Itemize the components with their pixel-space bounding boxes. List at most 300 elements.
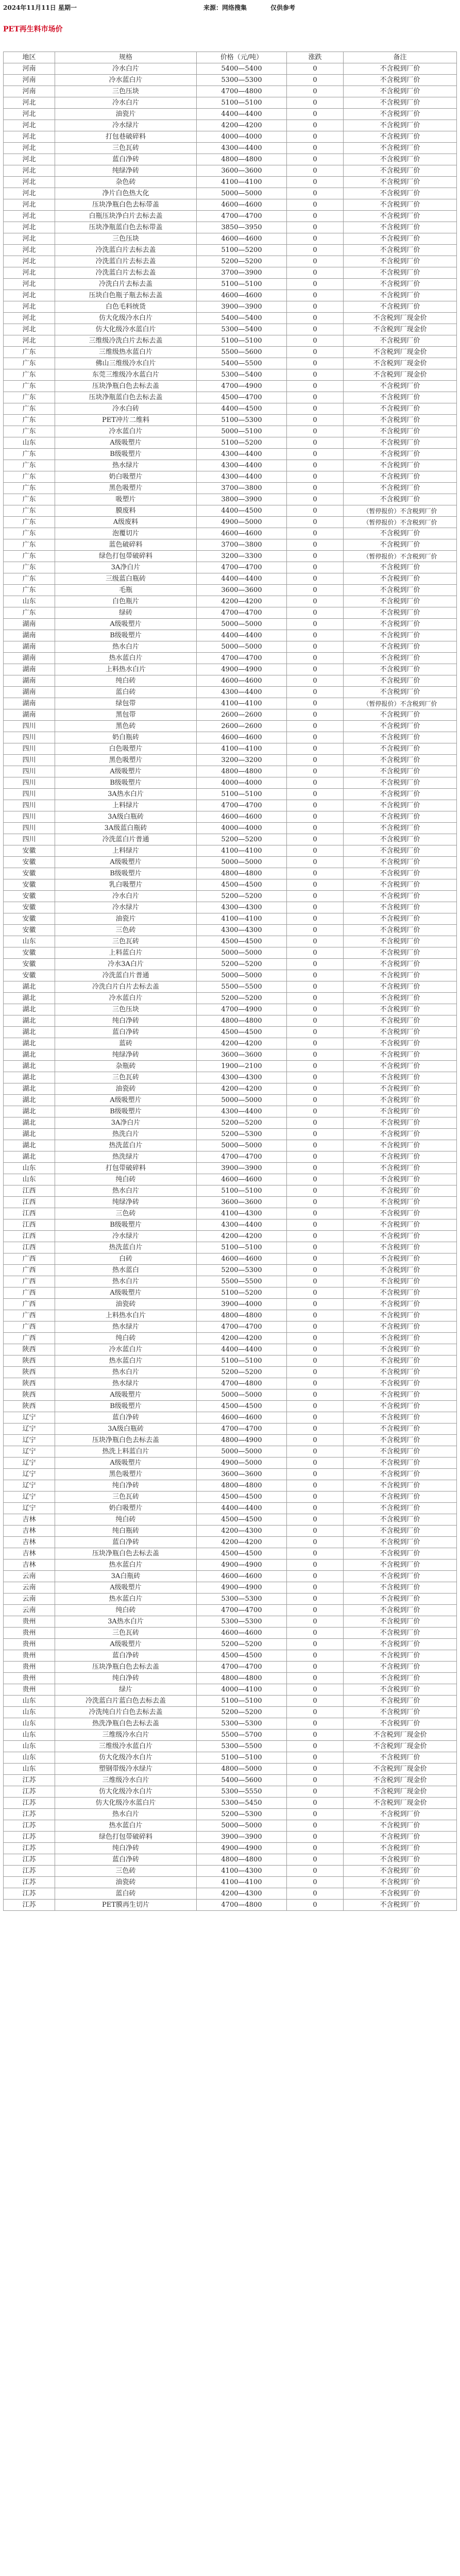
cell-region: 湖南	[4, 698, 55, 709]
cell-spec: 热水蓝白片	[55, 1820, 197, 1832]
table-row	[4, 460, 457, 471]
cell-spec: 东莞三维级冷水蓝白片	[55, 369, 197, 381]
cell-change: 0	[287, 641, 344, 653]
cell-spec: 冷水绿片	[55, 902, 197, 913]
cell-remark: 不含税到厂价	[344, 755, 457, 766]
cell-price: 2600—2600	[197, 709, 287, 721]
table-row	[4, 1798, 457, 1809]
cell-change: 0	[287, 732, 344, 743]
cell-price: 3600—3600	[197, 1197, 287, 1208]
cell-region: 贵州	[4, 1673, 55, 1684]
cell-spec: 热水蓝白片	[55, 1594, 197, 1605]
cell-spec: 热洗蓝白片	[55, 1140, 197, 1151]
table-row	[4, 551, 457, 562]
cell-remark: 不含税到厂价	[344, 449, 457, 460]
table-row	[4, 1503, 457, 1514]
table-row	[4, 1321, 457, 1333]
cell-region: 辽宁	[4, 1423, 55, 1435]
table-row	[4, 1378, 457, 1389]
cell-price: 5100—5100	[197, 1355, 287, 1367]
cell-change: 0	[287, 1492, 344, 1503]
cell-spec: 热水蓝白片	[55, 1355, 197, 1367]
cell-change: 0	[287, 1854, 344, 1866]
cell-remark: 不含税到厂价	[344, 1673, 457, 1684]
cell-region: 河北	[4, 245, 55, 256]
cell-spec: 白色瓶片	[55, 596, 197, 607]
cell-remark: 不含税到厂价	[344, 1208, 457, 1219]
cell-region: 安徽	[4, 845, 55, 857]
table-row	[4, 222, 457, 233]
cell-price: 5200—5200	[197, 834, 287, 845]
cell-change: 0	[287, 1616, 344, 1628]
cell-spec: 蓝白净砖	[55, 1412, 197, 1423]
cell-change: 0	[287, 1321, 344, 1333]
cell-remark: 不含税到厂价	[344, 993, 457, 1004]
cell-remark: 不含税到厂价	[344, 392, 457, 403]
cell-price: 5100—5100	[197, 789, 287, 800]
cell-spec: 黑色砖	[55, 721, 197, 732]
cell-region: 广东	[4, 347, 55, 358]
table-row	[4, 1628, 457, 1639]
cell-price: 4700—4700	[197, 211, 287, 222]
cell-change: 0	[287, 1707, 344, 1718]
cell-spec: 热水蓝白片	[55, 1560, 197, 1571]
cell-spec: 冷水白片	[55, 97, 197, 109]
cell-region: 江苏	[4, 1888, 55, 1900]
report-date: 2024年11月11日 星期一	[3, 4, 77, 11]
cell-region: 江西	[4, 1231, 55, 1242]
cell-region: 安徽	[4, 857, 55, 868]
cell-remark: 不含税到厂价	[344, 777, 457, 789]
cell-price: 5000—5100	[197, 426, 287, 437]
cell-price: 4600—4600	[197, 1253, 287, 1265]
table-row	[4, 1684, 457, 1696]
cell-remark: 不含税到厂价	[344, 256, 457, 267]
cell-remark: 不含税到厂价	[344, 403, 457, 415]
cell-region: 山东	[4, 596, 55, 607]
cell-remark: 不含税到厂价	[344, 1560, 457, 1571]
cell-price: 4500—4700	[197, 392, 287, 403]
cell-price: 4600—4600	[197, 233, 287, 245]
table-row	[4, 358, 457, 369]
table-row	[4, 766, 457, 777]
page-title: PET再生料市场价	[3, 25, 63, 33]
cell-spec: 蓝白净砖	[55, 1027, 197, 1038]
cell-price: 5300—5500	[197, 1741, 287, 1752]
cell-price: 4400—4400	[197, 573, 287, 585]
cell-remark: 不含税到厂价	[344, 891, 457, 902]
cell-remark: 不含税到厂价	[344, 1242, 457, 1253]
cell-change: 0	[287, 1571, 344, 1582]
cell-price: 5500—5500	[197, 981, 287, 993]
cell-remark: 不含税到厂价	[344, 63, 457, 75]
cell-change: 0	[287, 1469, 344, 1480]
cell-spec: 3A白瓶砖	[55, 1571, 197, 1582]
cell-change: 0	[287, 1140, 344, 1151]
cell-spec: 3A级蓝白瓶砖	[55, 823, 197, 834]
cell-remark: 不含税到厂价	[344, 245, 457, 256]
cell-spec: 打包带破碎料	[55, 1163, 197, 1174]
cell-price: 5300—5400	[197, 324, 287, 335]
cell-price: 4300—4300	[197, 1072, 287, 1083]
cell-region: 广东	[4, 573, 55, 585]
cell-spec: 蓝白砖	[55, 1888, 197, 1900]
cell-spec: B级吸塑片	[55, 630, 197, 641]
cell-spec: 上料蓝白片	[55, 947, 197, 959]
cell-price: 5100—5200	[197, 437, 287, 449]
cell-remark: 不含税到厂价	[344, 1344, 457, 1355]
cell-region: 江苏	[4, 1820, 55, 1832]
cell-region: 辽宁	[4, 1480, 55, 1492]
cell-remark: 不含税到厂价	[344, 539, 457, 551]
table-row	[4, 1423, 457, 1435]
cell-region: 山东	[4, 1752, 55, 1764]
cell-spec: 塑钢带级冷水绿片	[55, 1764, 197, 1775]
cell-region: 湖北	[4, 1027, 55, 1038]
cell-spec: 3A级白瓶砖	[55, 1423, 197, 1435]
cell-price: 4000—4000	[197, 777, 287, 789]
cell-change: 0	[287, 165, 344, 177]
table-row	[4, 1389, 457, 1401]
cell-change: 0	[287, 528, 344, 539]
cell-spec: 纯绿净砖	[55, 1197, 197, 1208]
table-row	[4, 1526, 457, 1537]
cell-remark: 不含税到厂价	[344, 1412, 457, 1423]
cell-region: 安徽	[4, 925, 55, 936]
cell-spec: 热水蓝白	[55, 1265, 197, 1276]
cell-remark: 不含税到厂价	[344, 1662, 457, 1673]
table-row	[4, 777, 457, 789]
cell-price: 4700—4700	[197, 800, 287, 811]
cell-remark: 不含税到厂价	[344, 1605, 457, 1616]
cell-change: 0	[287, 619, 344, 630]
cell-change: 0	[287, 358, 344, 369]
cell-region: 湖北	[4, 993, 55, 1004]
cell-price: 4700—4700	[197, 1321, 287, 1333]
cell-price: 4100—4100	[197, 743, 287, 755]
cell-spec: 热水白片	[55, 1367, 197, 1378]
cell-remark: 不含税到厂价	[344, 823, 457, 834]
table-row	[4, 1253, 457, 1265]
table-row	[4, 596, 457, 607]
cell-price: 4600—4600	[197, 1412, 287, 1423]
cell-price: 3700—3900	[197, 267, 287, 279]
cell-price: 2600—2600	[197, 721, 287, 732]
cell-price: 5000—5000	[197, 1446, 287, 1458]
table-row	[4, 743, 457, 755]
cell-change: 0	[287, 562, 344, 573]
cell-price: 4200—4200	[197, 120, 287, 131]
table-row	[4, 641, 457, 653]
cell-remark: 不含税到厂价	[344, 1140, 457, 1151]
cell-price: 4900—4900	[197, 1582, 287, 1594]
table-row	[4, 369, 457, 381]
cell-change: 0	[287, 1095, 344, 1106]
cell-change: 0	[287, 1129, 344, 1140]
cell-region: 广东	[4, 551, 55, 562]
cell-remark: 不含税到厂价	[344, 641, 457, 653]
cell-region: 湖南	[4, 664, 55, 675]
cell-change: 0	[287, 777, 344, 789]
table-row	[4, 1820, 457, 1832]
cell-price: 4500—4500	[197, 1492, 287, 1503]
cell-price: 4700—4800	[197, 1378, 287, 1389]
cell-remark: 不含税到厂价	[344, 675, 457, 687]
cell-price: 5400—5400	[197, 63, 287, 75]
cell-change: 0	[287, 1458, 344, 1469]
cell-price: 4700—4800	[197, 1900, 287, 1911]
cell-region: 安徽	[4, 902, 55, 913]
table-row	[4, 63, 457, 75]
cell-region: 河北	[4, 301, 55, 313]
cell-price: 4600—4600	[197, 199, 287, 211]
table-row	[4, 1027, 457, 1038]
cell-spec: 上料热水白片	[55, 664, 197, 675]
table-row	[4, 1854, 457, 1866]
cell-remark: 不含税到厂价	[344, 1832, 457, 1843]
cell-change: 0	[287, 449, 344, 460]
cell-region: 广东	[4, 392, 55, 403]
cell-change: 0	[287, 1049, 344, 1061]
cell-region: 山东	[4, 1696, 55, 1707]
cell-change: 0	[287, 1582, 344, 1594]
cell-remark: 不含税到厂价	[344, 222, 457, 233]
cell-price: 4300—4400	[197, 1106, 287, 1117]
cell-region: 江苏	[4, 1775, 55, 1786]
cell-region: 广东	[4, 449, 55, 460]
col-price-header: 价格（元/吨）	[197, 52, 287, 63]
cell-region: 安徽	[4, 970, 55, 981]
cell-spec: 蓝色破碎料	[55, 539, 197, 551]
table-row	[4, 1480, 457, 1492]
table-row	[4, 1129, 457, 1140]
cell-spec: 热水蓝白片	[55, 653, 197, 664]
cell-region: 湖北	[4, 1106, 55, 1117]
cell-spec: 仿大化级冷水蓝白片	[55, 324, 197, 335]
cell-remark: 不含税到厂价	[344, 494, 457, 505]
table-row	[4, 1344, 457, 1355]
cell-region: 湖南	[4, 641, 55, 653]
cell-remark: 不含税到厂价	[344, 1435, 457, 1446]
table-row	[4, 403, 457, 415]
cell-remark: 不含税到厂价	[344, 1276, 457, 1287]
cell-spec: 纯白砖	[55, 1605, 197, 1616]
table-row	[4, 1764, 457, 1775]
table-row	[4, 562, 457, 573]
cell-change: 0	[287, 324, 344, 335]
cell-spec: 热洗蓝白片	[55, 1242, 197, 1253]
cell-region: 湖北	[4, 1140, 55, 1151]
cell-change: 0	[287, 1446, 344, 1458]
cell-change: 0	[287, 743, 344, 755]
cell-region: 江苏	[4, 1798, 55, 1809]
cell-price: 5000—5000	[197, 188, 287, 199]
cell-remark: 不含税到厂价	[344, 800, 457, 811]
table-row	[4, 1401, 457, 1412]
table-row	[4, 1469, 457, 1480]
table-row	[4, 279, 457, 290]
cell-change: 0	[287, 290, 344, 301]
cell-region: 河北	[4, 154, 55, 165]
cell-remark: 不含税到厂价	[344, 607, 457, 619]
cell-region: 陕西	[4, 1355, 55, 1367]
cell-spec: 毛瓶	[55, 585, 197, 596]
cell-remark: 不含税到厂现金价	[344, 1798, 457, 1809]
cell-remark: 不含税到厂价	[344, 1594, 457, 1605]
cell-price: 4000—4000	[197, 131, 287, 143]
cell-region: 贵州	[4, 1662, 55, 1673]
cell-change: 0	[287, 1900, 344, 1911]
cell-region: 广东	[4, 415, 55, 426]
cell-price: 4000—4000	[197, 823, 287, 834]
cell-remark: 不含税到厂现金价	[344, 369, 457, 381]
table-row	[4, 1197, 457, 1208]
cell-remark: 不含税到厂价	[344, 1503, 457, 1514]
cell-price: 5200—5300	[197, 1129, 287, 1140]
cell-remark: 不含税到厂价	[344, 1843, 457, 1854]
cell-change: 0	[287, 664, 344, 675]
cell-region: 山东	[4, 1163, 55, 1174]
cell-price: 4600—4600	[197, 1571, 287, 1582]
cell-price: 3900—3900	[197, 1832, 287, 1843]
cell-region: 贵州	[4, 1650, 55, 1662]
cell-region: 四川	[4, 732, 55, 743]
table-row	[4, 1038, 457, 1049]
cell-change: 0	[287, 517, 344, 528]
cell-change: 0	[287, 1650, 344, 1662]
table-row	[4, 426, 457, 437]
cell-spec: 纯绿净砖	[55, 165, 197, 177]
cell-change: 0	[287, 233, 344, 245]
cell-region: 辽宁	[4, 1458, 55, 1469]
cell-price: 4900—4900	[197, 664, 287, 675]
cell-spec: A级废料	[55, 517, 197, 528]
cell-change: 0	[287, 1174, 344, 1185]
cell-region: 安徽	[4, 891, 55, 902]
cell-remark: 不含税到厂价	[344, 743, 457, 755]
cell-spec: 冷水蓝白片	[55, 1344, 197, 1355]
cell-change: 0	[287, 177, 344, 188]
cell-change: 0	[287, 1605, 344, 1616]
cell-remark: 不含税到厂价	[344, 573, 457, 585]
cell-remark: 不含税到厂价	[344, 1321, 457, 1333]
cell-price: 5200—5200	[197, 1367, 287, 1378]
cell-remark: 不含税到厂价	[344, 1571, 457, 1582]
table-row	[4, 75, 457, 86]
table-row	[4, 245, 457, 256]
cell-price: 4800—4800	[197, 1854, 287, 1866]
cell-change: 0	[287, 936, 344, 947]
cell-change: 0	[287, 381, 344, 392]
report-source: 来源：网络搜集	[203, 4, 247, 11]
cell-remark: 不含税到厂现金价	[344, 347, 457, 358]
table-header-row	[4, 52, 457, 63]
cell-region: 山东	[4, 437, 55, 449]
cell-change: 0	[287, 403, 344, 415]
cell-region: 云南	[4, 1571, 55, 1582]
table-row	[4, 143, 457, 154]
cell-price: 4800—4800	[197, 1673, 287, 1684]
cell-spec: 热洗白片	[55, 1129, 197, 1140]
cell-change: 0	[287, 1480, 344, 1492]
cell-spec: 热水白片	[55, 1276, 197, 1287]
cell-region: 江西	[4, 1242, 55, 1253]
table-row	[4, 347, 457, 358]
cell-price: 5300—5300	[197, 75, 287, 86]
cell-change: 0	[287, 653, 344, 664]
cell-change: 0	[287, 415, 344, 426]
table-row	[4, 1117, 457, 1129]
cell-change: 0	[287, 63, 344, 75]
cell-remark: 不含税到厂价	[344, 1287, 457, 1299]
table-row	[4, 505, 457, 517]
cell-spec: 油瓷片	[55, 109, 197, 120]
cell-region: 安徽	[4, 947, 55, 959]
cell-remark: 不含税到厂现金价	[344, 1741, 457, 1752]
table-row	[4, 993, 457, 1004]
cell-price: 5000—5000	[197, 641, 287, 653]
cell-price: 4300—4400	[197, 449, 287, 460]
cell-change: 0	[287, 755, 344, 766]
report-header	[0, 0, 460, 13]
cell-region: 河北	[4, 109, 55, 120]
cell-spec: 上料热水白片	[55, 1310, 197, 1321]
cell-region: 山东	[4, 1707, 55, 1718]
cell-change: 0	[287, 75, 344, 86]
cell-price: 4600—4600	[197, 675, 287, 687]
table-row	[4, 1140, 457, 1151]
cell-spec: 三维级冷水蓝白片	[55, 1741, 197, 1752]
cell-price: 5200—5200	[197, 959, 287, 970]
cell-spec: 泡覆切片	[55, 528, 197, 539]
cell-price: 4800—5000	[197, 1764, 287, 1775]
table-row	[4, 1083, 457, 1095]
cell-remark: 不含税到厂价	[344, 301, 457, 313]
cell-price: 4600—4600	[197, 732, 287, 743]
cell-region: 云南	[4, 1594, 55, 1605]
table-row	[4, 664, 457, 675]
cell-region: 湖北	[4, 1038, 55, 1049]
cell-change: 0	[287, 1265, 344, 1276]
cell-price: 5000—5000	[197, 970, 287, 981]
col-spec-header: 规格	[55, 52, 197, 63]
table-row	[4, 732, 457, 743]
table-row	[4, 1730, 457, 1741]
cell-price: 4800—4800	[197, 766, 287, 777]
cell-price: 3600—3600	[197, 1049, 287, 1061]
cell-spec: 白色吸塑片	[55, 743, 197, 755]
cell-remark: （暂停报价）不含税到厂价	[344, 698, 457, 709]
cell-spec: B级吸塑片	[55, 868, 197, 879]
cell-price: 5400—5600	[197, 1775, 287, 1786]
cell-region: 陕西	[4, 1401, 55, 1412]
cell-spec: B级吸塑片	[55, 1401, 197, 1412]
cell-remark: 不含税到厂价	[344, 1548, 457, 1560]
cell-remark: 不含税到厂价	[344, 1299, 457, 1310]
cell-change: 0	[287, 1730, 344, 1741]
table-row	[4, 301, 457, 313]
cell-price: 5100—5100	[197, 1752, 287, 1764]
cell-change: 0	[287, 1242, 344, 1253]
cell-remark: 不含税到厂价	[344, 233, 457, 245]
cell-remark: 不含税到厂价	[344, 483, 457, 494]
cell-region: 吉林	[4, 1514, 55, 1526]
cell-spec: 纯白净砖	[55, 1015, 197, 1027]
cell-spec: A级吸塑片	[55, 1639, 197, 1650]
table-row	[4, 233, 457, 245]
cell-remark: 不含税到厂价	[344, 1888, 457, 1900]
table-row	[4, 1492, 457, 1503]
